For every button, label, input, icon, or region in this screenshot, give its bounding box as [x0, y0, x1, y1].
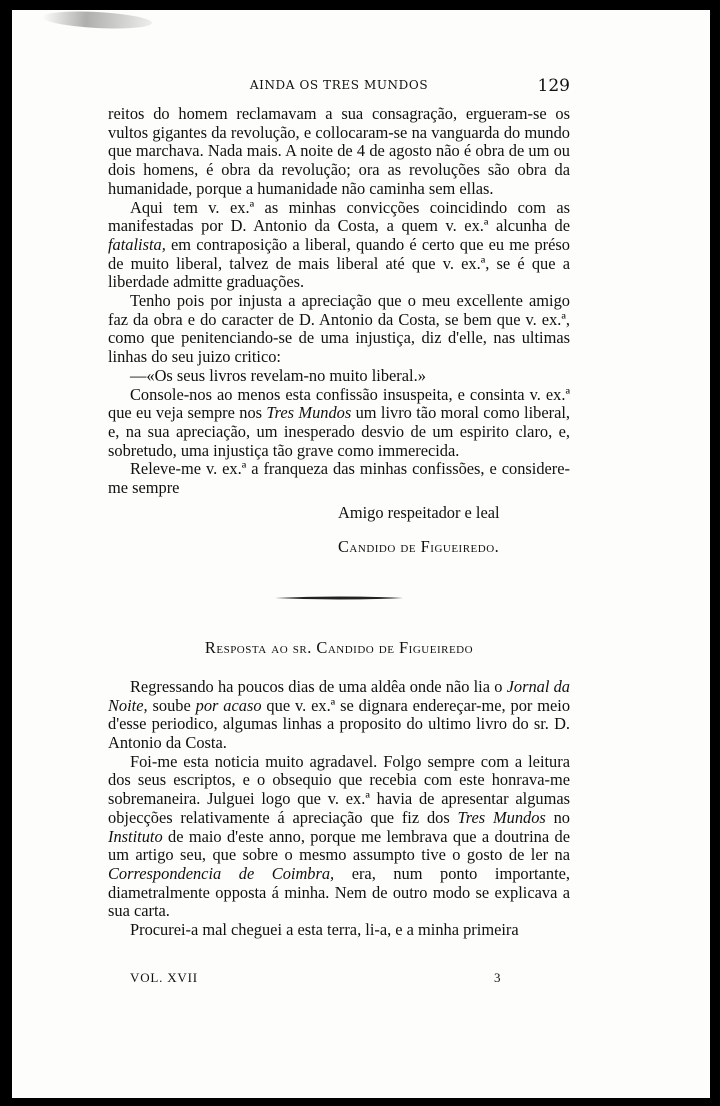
scan-smudge: [42, 10, 153, 31]
response-paragraph-3: Procurei-a mal cheguei a esta terra, li-a, e a minha primeira: [130, 920, 519, 940]
section-title: Resposta ao sr. Candido de Figueiredo: [204, 638, 474, 658]
letter-signature: Candido de Figueiredo.: [338, 537, 500, 557]
response-paragraph-2: Foi-me esta noticia muito agradavel. Folgo sempre com a leitura dos seus escriptos, e o obsequio que recebia com este honrava-me sobremaneira. Julguei logo que v. ex.ª havia de apresentar algumas objecções relativamente á apreciação que fiz dos Tres Mundos no Instituto de maio d'este anno, porque me lembrava que a doutrina de um artigo seu, que sobre o mesmo assumpto tive o gosto de ler na Correspondencia de Coimbra, era, num ponto importante, diametralmente opposta á minha. Nem de outro modo se explicava a sua carta.: [108, 751, 571, 921]
letter-paragraph-6: Releve-me v. ex.ª a franqueza das minhas confissões, e considere-me sempre: [108, 459, 570, 498]
running-title: AINDA OS TRES MUNDOS: [249, 78, 429, 92]
page-number: 129: [537, 76, 570, 96]
response-paragraph-1: Regressando ha poucos dias de uma aldêa onde não lia o Jornal da Noite, soube por acaso que v. ex.ª se dignara endereçar-me, por meio d'esse periodico, algumas linhas a proposito do ultimo livro do sr. D. Antonio da Costa.: [108, 676, 571, 752]
letter-paragraph-5: Console-nos ao menos esta confissão insuspeita, e consinta v. ex.ª que eu veja sempre nos Tres Mundos um livro tão moral como liberal, e, na sua apreciação, um inesperado desvio de um espirito claro, e, sobretudo, uma injustiça tão grave como immerecida.: [108, 384, 571, 460]
body-text: [108, 105, 570, 940]
letter-paragraph-3: Tenho pois por injusta a apreciação que o meu excellente amigo faz da obra e do caracter de D. Antonio da Costa, se bem que v. ex.ª, como que penitenciando-se de uma injustiça, diz d'elle, nas ultimas linhas do seu juizo critico:: [108, 291, 570, 367]
letter-paragraph-2: Aqui tem v. ex.ª as minhas convicções coincidindo com as manifestadas por D. Antonio da Costa, a quem v. ex.ª alcunha de fatalista, em contraposição a liberal, quando é certo que eu me préso de muito liberal, talvez de mais liberal até que v. ex.ª, se é que a liberdade admitte graduações.: [108, 197, 570, 292]
letter-quote: —«Os seus livros revelam-no muito liberal.»: [130, 365, 426, 385]
page-footer: [108, 970, 570, 990]
letter-paragraph-1: reitos do homem reclamavam a sua consagração, ergueram-se os vultos gigantes da revolução, e collocaram-se na vanguarda do mundo que marchava. Nada mais. A noite de 4 de agosto não é obra de um ou dois homens, é obra da revolução; ora as revoluções são obra da humanidade, porque a humanidade não caminha sem ellas.: [108, 104, 570, 198]
volume-label: VOL. XVII: [130, 970, 198, 985]
letter-signoff: Amigo respeitador e leal: [338, 502, 500, 522]
book-page: [12, 10, 710, 1098]
signature-mark: 3: [494, 970, 501, 985]
page-header: [108, 76, 570, 98]
section-divider: [275, 595, 403, 601]
